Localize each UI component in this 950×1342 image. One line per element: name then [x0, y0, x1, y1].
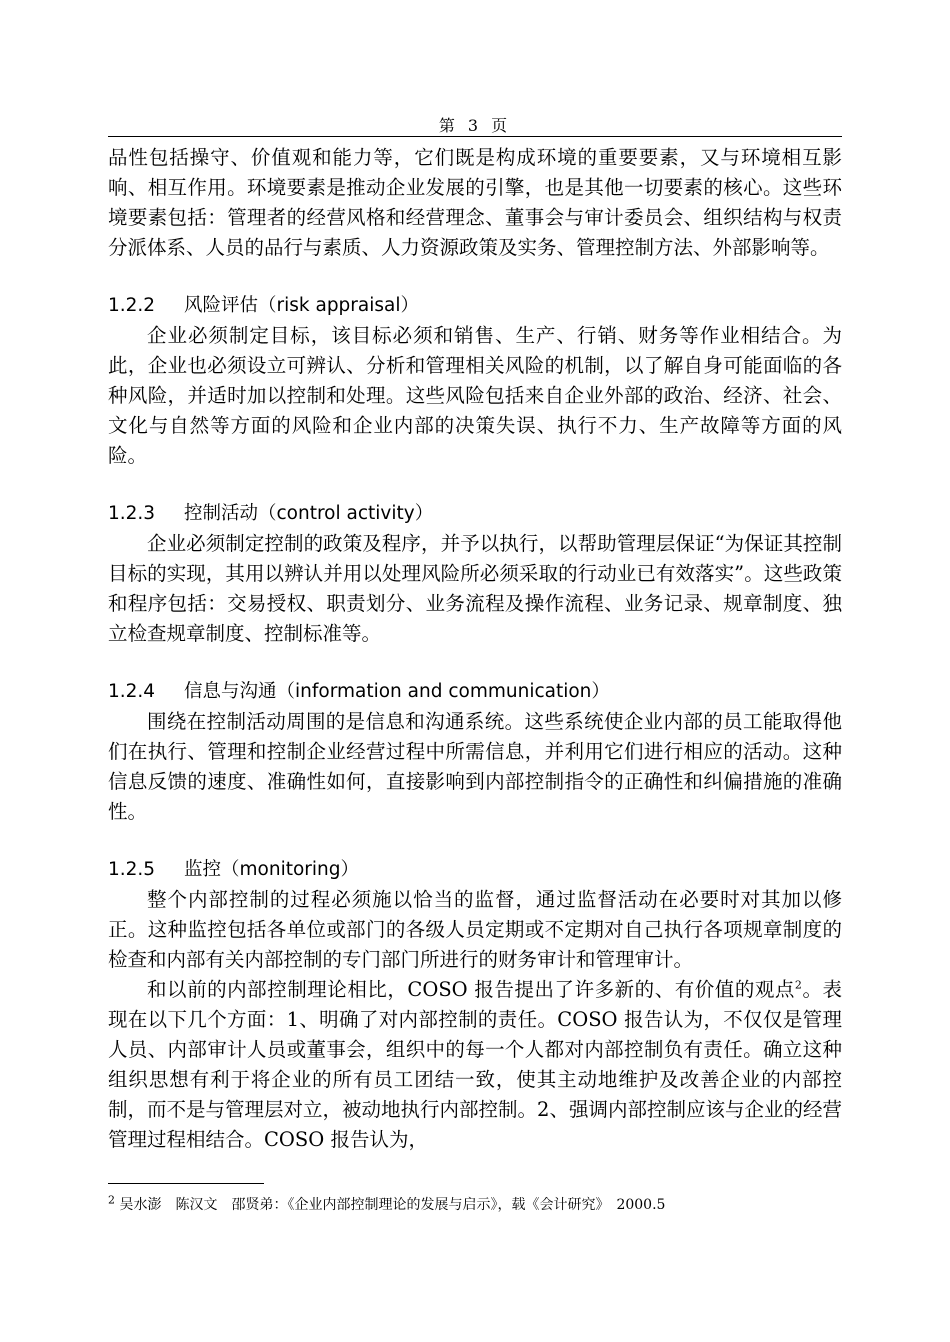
header-divider — [108, 136, 842, 137]
paragraph-coso-report — [108, 975, 842, 1155]
section-heading-1-2-5 — [108, 855, 842, 885]
section-number: 1.2.2 — [108, 295, 156, 316]
footnote-divider — [108, 1183, 264, 1184]
footnote-marker: 2 — [108, 1193, 115, 1207]
section-heading-1-2-4 — [108, 677, 842, 707]
section-title: 监控（monitoring） — [184, 859, 359, 880]
paragraph-information-communication: 围绕在控制活动周围的是信息和沟通系统。这些系统使企业内部的员工能取得他们在执行、管理和控制企业经营过程中所需信息，并利用它们进行相应的活动。这种信息反馈的速度、准确性如何，直接影响到内部控制指令的正确性和纠偏措施的准确性。 — [108, 710, 842, 823]
footnote-reference[interactable]: 2 — [794, 978, 802, 992]
section-number: 1.2.4 — [108, 681, 156, 702]
paragraph-environment-continued: 品性包括操守、价值观和能力等，它们既是构成环境的重要要素，又与环境相互影响、相互作用。环境要素是推动企业发展的引擎，也是其他一切要素的核心。这些环境要素包括：管理者的经营风格和经营理念、董事会与审计委员会、组织结构与权责分派体系、人员的品行与素质、人力资源政策及实务、管理控制方法、外部影响等。 — [108, 146, 842, 259]
footnote-text: 吴水澎 陈汉文 邵贤弟：《企业内部控制理论的发展与启示》，载《会计研究》 2000.5 — [115, 1197, 666, 1213]
page-number-header: 第 3 页 — [438, 116, 512, 135]
footnote — [108, 1193, 842, 1214]
section-title: 信息与沟通（information and communication） — [184, 681, 610, 702]
section-number: 1.2.5 — [108, 859, 156, 880]
paragraph-risk-appraisal: 企业必须制定目标，该目标必须和销售、生产、行销、财务等作业相结合。为此，企业也必须设立可辨认、分析和管理相关风险的机制，以了解自身可能面临的各种风险，并适时加以控制和处理。这些风险包括来自企业外部的政治、经济、社会、文化与自然等方面的风险和企业内部的决策失误、执行不力、生产故障等方面的风险。 — [108, 324, 842, 467]
section-heading-1-2-3 — [108, 499, 842, 529]
section-number: 1.2.3 — [108, 503, 156, 524]
document-body — [108, 143, 842, 1155]
section-title: 风险评估（risk appraisal） — [184, 295, 419, 316]
section-heading-1-2-2 — [108, 291, 842, 321]
paragraph-monitoring: 整个内部控制的过程必须施以恰当的监督，通过监督活动在必要时对其加以修正。这种监控包括各单位或部门的各级人员定期或不定期对自己执行各项规章制度的检查和内部有关内部控制的专门部门所进行的财务审计和管理审计。 — [108, 888, 842, 971]
paragraph-text: 。表现在以下几个方面：1、明确了对内部控制的责任。COSO 报告认为，不仅仅是管理人员、内部审计人员或董事会，组织中的每一个人都对内部控制负有责任。确立这种组织思想有利于将企业的所有员工团结一致，使其主动地维护及改善企业的内部控制，而不是与管理层对立，被动地执行内部控制。2、强调内部控制应该与企业的经营管理过程相结合。COSO 报告认为， — [108, 978, 842, 1151]
section-title: 控制活动（control activity） — [184, 503, 434, 524]
paragraph-control-activity: 企业必须制定控制的政策及程序，并予以执行，以帮助管理层保证“为保证其控制目标的实现，其用以辨认并用以处理风险所必须采取的行动业已有效落实”。这些政策和程序包括：交易授权、职责划分、业务流程及操作流程、业务记录、规章制度、独立检查规章制度、控制标准等。 — [108, 532, 842, 645]
paragraph-text: 和以前的内部控制理论相比，COSO 报告提出了许多新的、有价值的观点 — [147, 978, 795, 1001]
